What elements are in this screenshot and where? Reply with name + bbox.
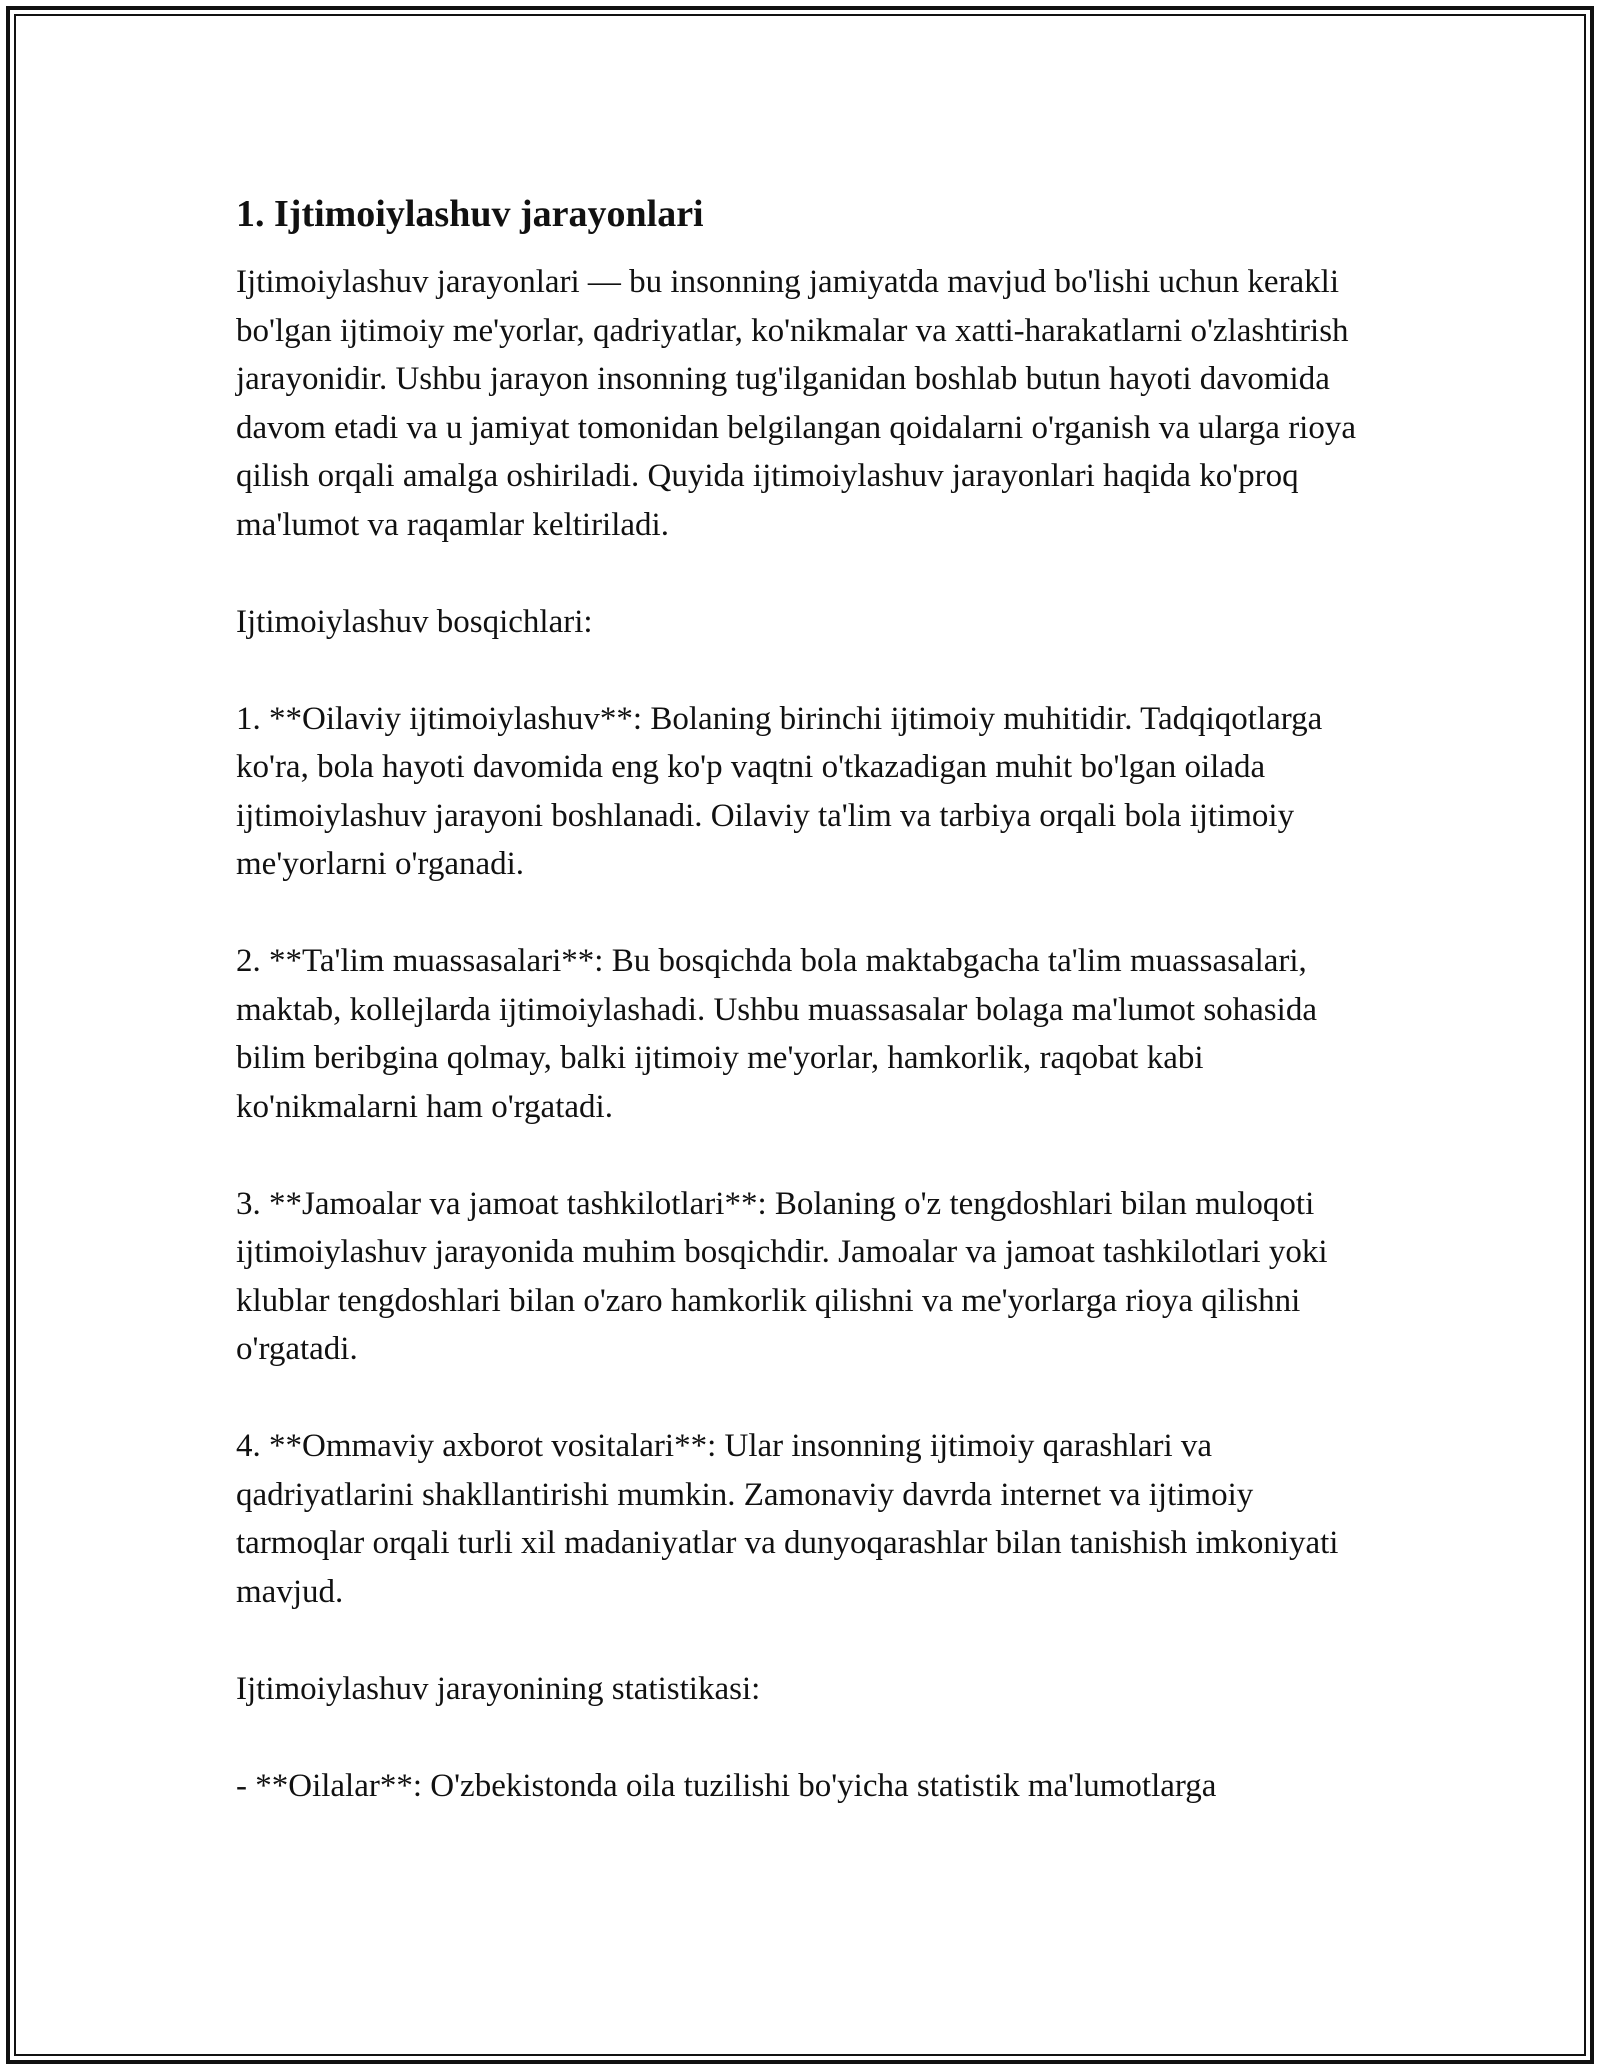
section-heading: 1. Ijtimoiylashuv jarayonlari [236,193,704,235]
intro-paragraph: Ijtimoiylashuv jarayonlari — bu insonning jamiyatda mavjud bo'lishi uchun kerakli bo'lgan ijtimoiy me'yorlar, qadriyatlar, ko'nikmalar va xatti-harakatlarni o'zlashtirish jarayonidir. Ushbu jarayon insonning tug'ilganidan boshlab butun hayoti davomida davom etadi va u jamiyat tomonidan belgilangan qoidalarni o'rganish va ularga rioya qilish orqali amalga oshiriladi. Quyida ijtimoiylashuv jarayonlari haqida ko'proq ma'lumot va raqamlar keltiriladi. [236,264,1357,543]
statistics-heading: Ijtimoiylashuv jarayonining statistikasi: [236,1670,761,1707]
stage-education-paragraph: 2. **Ta'lim muassasalari**: Bu bosqichda bola maktabgacha ta'lim muassasalari, maktab, kollejlarda ijtimoiylashadi. Ushbu muassasalar bolaga ma'lumot sohasida bilim beribgina qolmay, balki ijtimoiy me'yorlar, hamkorlik, raqobat kabi ko'nikmalarni ham o'rgatadi. [236,943,1317,1125]
statistics-families-paragraph: - **Oilalar**: O'zbekistonda oila tuzilishi bo'yicha statistik ma'lumotlarga [236,1767,1217,1804]
stages-heading: Ijtimoiylashuv bosqichlari: [236,603,593,640]
stage-communities-paragraph: 3. **Jamoalar va jamoat tashkilotlari**: Bolaning o'z tengdoshlari bilan muloqoti ijtimoiylashuv jarayonida muhim bosqichdir. Jamoalar va jamoat tashkilotlari yoki klublar tengdoshlari bilan o'zaro hamkorlik qilishni va me'yorlarga rioya qilishni o'rgatadi. [236,1185,1328,1367]
document-body [236,180,1376,1859]
stage-media-paragraph: 4. **Ommaviy axborot vositalari**: Ular insonning ijtimoiy qarashlari va qadriyatlarini shakllantirishi mumkin. Zamonaviy davrda internet va ijtimoiy tarmoqlar orqali turli xil madaniyatlar va dunyoqarashlar bilan tanishish imkoniyati mavjud. [236,1428,1339,1610]
stage-family-paragraph: 1. **Oilaviy ijtimoiylashuv**: Bolaning birinchi ijtimoiy muhitidir. Tadqiqotlarga ko'ra, bola hayoti davomida eng ko'p vaqtni o'tkazadigan muhit bo'lgan oilada ijtimoiylashuv jarayoni boshlanadi. Oilaviy ta'lim va tarbiya orqali bola ijtimoiy me'yorlarni o'rganadi. [236,700,1323,882]
